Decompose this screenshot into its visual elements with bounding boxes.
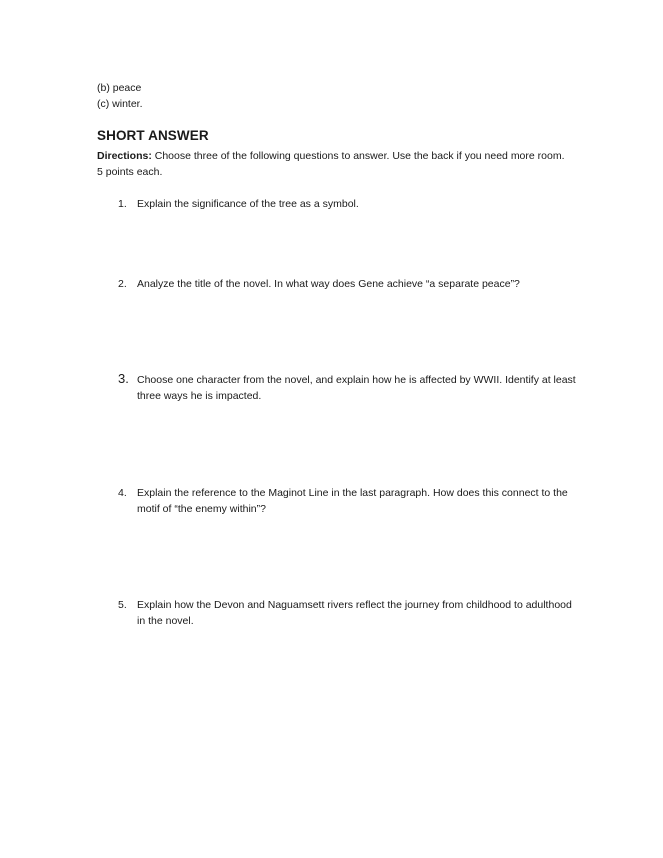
question-number: 2. [118, 278, 127, 290]
directions [97, 148, 567, 180]
directions-text: Choose three of the following questions to answer. Use the back if you need more room. 5 points each. [97, 150, 565, 178]
question-4 [118, 485, 578, 517]
question-number: 3. [118, 371, 129, 386]
question-5 [118, 597, 578, 629]
question-text: Choose one character from the novel, and explain how he is affected by WWII. Identify at least three ways he is impacted. [137, 374, 576, 402]
question-text: Analyze the title of the novel. In what way does Gene achieve “a separate peace”? [137, 278, 520, 290]
question-number: 5. [118, 599, 127, 611]
question-3 [118, 372, 578, 404]
directions-label: Directions: [97, 150, 152, 162]
question-number: 1. [118, 198, 127, 210]
answer-choice-b: (b) peace [97, 82, 142, 94]
question-number: 4. [118, 487, 127, 499]
question-text: Explain the significance of the tree as a symbol. [137, 198, 359, 210]
section-heading: SHORT ANSWER [97, 128, 209, 143]
question-2 [118, 276, 578, 292]
question-text: Explain how the Devon and Naguamsett rivers reflect the journey from childhood to adulthood in the novel. [137, 599, 572, 627]
question-1 [118, 196, 578, 212]
answer-choice-c: (c) winter. [97, 98, 143, 110]
question-text: Explain the reference to the Maginot Line in the last paragraph. How does this connect to the motif of “the enemy within”? [137, 487, 568, 515]
